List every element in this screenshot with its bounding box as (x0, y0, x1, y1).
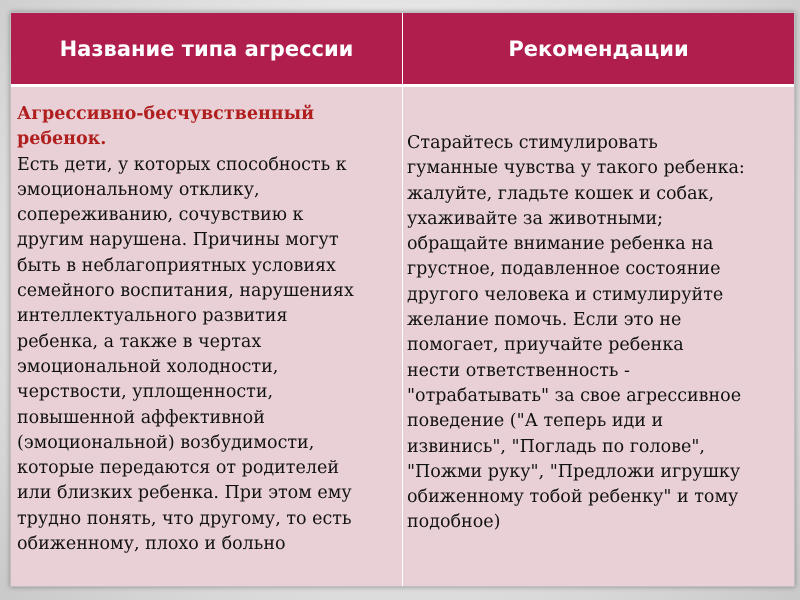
recommendation-line: подобное) (407, 512, 501, 533)
recommendations-table (10, 12, 795, 587)
recommendation-line: грустное, подавленное состояние (407, 259, 721, 280)
recommendations-cell (407, 87, 791, 536)
recommendation-line: ухаживайте за животными; (407, 208, 664, 229)
aggression-type-cell (17, 87, 403, 557)
body-column-divider (402, 87, 403, 586)
table-body-row (11, 87, 794, 586)
description-line: повышенной аффективной (17, 407, 265, 428)
description-line: трудно понять, что другому, то есть (17, 508, 352, 529)
recommendation-line: "отрабатывать" за свое агрессивное (407, 385, 742, 406)
description-line: Есть дети, у которых способность к (17, 154, 347, 175)
recommendation-line: помогает, приучайте ребенка (407, 335, 684, 356)
recommendation-line: поведение ("А теперь иди и (407, 411, 664, 432)
recommendation-line: нести ответственность - (407, 360, 630, 381)
recommendation-line: жалуйте, гладьте кошек и собак, (407, 183, 715, 204)
recommendation-line: другого человека и стимулируйте (407, 284, 724, 305)
recommendation-line: извинись", "Погладь по голове", (407, 436, 705, 457)
header-aggression-type: Название типа агрессии (59, 36, 354, 61)
description-line: обиженному, плохо и больно (17, 534, 286, 555)
description-line: семейного воспитания, нарушениях (17, 281, 354, 302)
table-header-row (11, 13, 794, 87)
description-line: которые передаются от родителей (17, 458, 339, 479)
type-heading-line: Агрессивно-бесчувственный (17, 104, 315, 124)
description-line: быть в неблагоприятных условиях (17, 255, 336, 276)
recommendation-line: желание помочь. Если это не (407, 310, 682, 331)
description-line: интеллектуального развития (17, 306, 288, 327)
recommendation-line: обращайте внимание ребенка на (407, 234, 714, 255)
header-recommendations: Рекомендации (508, 36, 689, 61)
description-line: черствости, уплощенности, (17, 382, 274, 403)
description-line: (эмоциональной) возбудимости, (17, 432, 315, 453)
description-line: или близких ребенка. При этом ему (17, 483, 352, 504)
recommendation-line: обиженному тобой ребенку" и тому (407, 487, 739, 508)
description-line: эмоциональной холодности, (17, 356, 279, 377)
recommendation-line: Старайтесь стимулировать (407, 133, 658, 153)
description-line: ребенка, а также в чертах (17, 331, 262, 352)
description-line: другим нарушена. Причины могут (17, 230, 339, 251)
recommendation-line: "Пожми руку", "Предложи игрушку (407, 461, 741, 482)
type-heading-line: ребенок. (17, 129, 107, 150)
description-line: эмоциональному отклику, (17, 179, 260, 200)
recommendation-line: гуманные чувства у такого ребенка: (407, 158, 745, 179)
description-line: сопереживанию, сочувствию к (17, 205, 304, 226)
